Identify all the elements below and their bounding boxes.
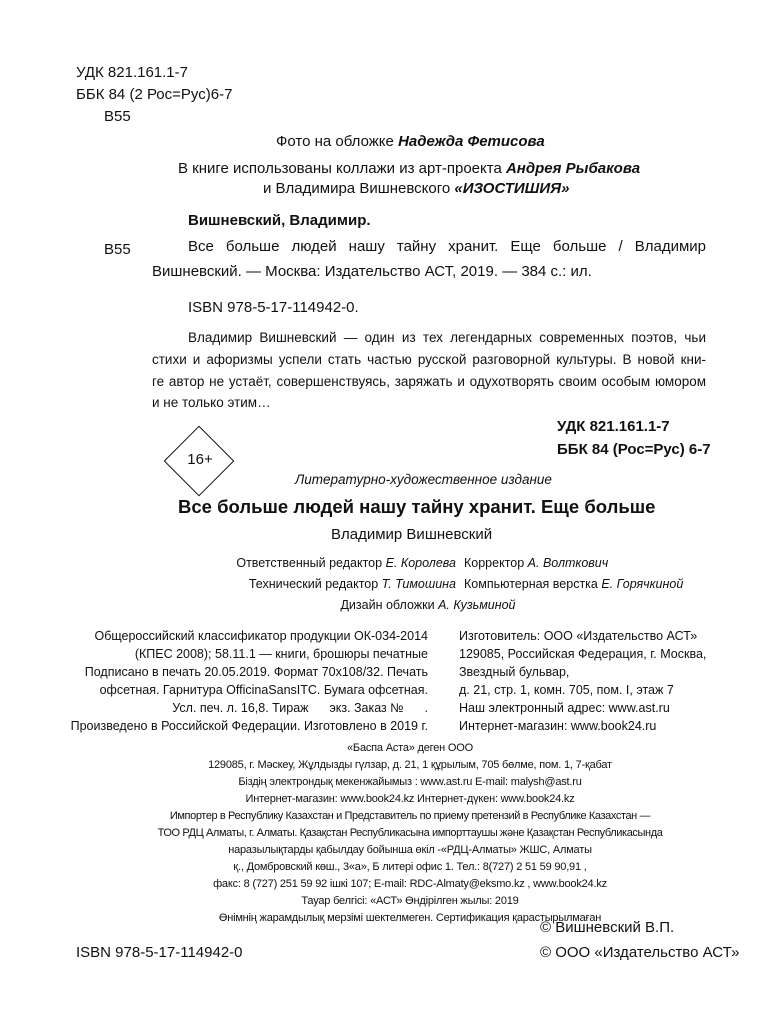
corrector-name: А. Волткович <box>527 556 609 570</box>
editor-credit <box>90 555 456 571</box>
editor-name: Е. Королева <box>385 556 456 570</box>
kz-info-line: Импортер в Республику Казахстан и Представитель по приему претензий в Республике Казахстан — <box>169 810 651 822</box>
udk-bottom: УДК 821.161.1-7 <box>557 418 670 435</box>
cover-design-name: А. Кузьминой <box>438 598 516 612</box>
cover-design-label: Дизайн обложки <box>340 598 435 612</box>
annotation-line-4: и не только этим… <box>152 395 271 410</box>
annotation-line-3: ге автор не устаёт, совершенствуясь, заряжать и одухотворять своим особым юмором <box>152 374 706 389</box>
biblio-line-1: Все больше людей нашу тайну хранит. Еще больше / Владимир <box>188 238 706 255</box>
collage-project: «ИЗОСТИШИЯ» <box>454 180 570 197</box>
publisher-info-line: Изготовитель: ООО «Издательство АСТ» <box>459 629 698 643</box>
isbn-mid: ISBN 978-5-17-114942-0. <box>188 299 359 316</box>
kz-info-line: Интернет-магазин: www.book24.kz Интернет-дүкен: www.book24.kz <box>245 793 575 805</box>
author-code-mid: В55 <box>104 241 131 258</box>
kz-info-line: «Баспа Аста» деген ООО <box>347 742 473 754</box>
kz-info-line: Тауар белгісі: «АСТ» Өндірілген жылы: 2019 <box>301 895 519 907</box>
annotation-line-2: стихи и афоризмы успели стать частью русской разговорной культуры. В новой кни- <box>152 352 706 367</box>
collage-and: и Владимира Вишневского <box>263 180 451 197</box>
print-info-line: Общероссийский классификатор продукции ОК-034-2014 <box>94 629 428 643</box>
biblio-line-2: Вишневский. — Москва: Издательство АСТ, 2019. — 384 с.: ил. <box>152 263 592 280</box>
isbn-bottom: ISBN 978-5-17-114942-0 <box>76 944 243 961</box>
kz-info-line: наразылықтарды қабылдау бойынша өкіл -«РДЦ-Алматы» ЖШС, Алматы <box>228 844 592 856</box>
cover-photo-label: Фото на обложке <box>276 133 394 150</box>
copyright-publisher: © ООО «Издательство АСТ» <box>540 944 740 961</box>
publisher-info-line: д. 21, стр. 1, комн. 705, пом. I, этаж 7 <box>459 683 674 697</box>
cover-photo-name: Надежда Фетисова <box>398 133 545 150</box>
collage-credit-2 <box>263 180 569 198</box>
corrector-credit <box>464 555 608 571</box>
publisher-info-line: 129085, Российская Федерация, г. Москва, <box>459 647 707 661</box>
print-info-line: Произведено в Российской Федерации. Изготовлено в 2019 г. <box>70 719 428 733</box>
corrector-label: Корректор <box>464 556 525 570</box>
edition-type: Литературно-художественное издание <box>295 472 552 487</box>
kz-info-line: қ., Домбровский көш., 3«а», Б литері офис 1. Тел.: 8(727) 2 51 59 90,91 , <box>233 861 587 873</box>
editor-label: Ответственный редактор <box>236 556 383 570</box>
collage-artist: Андрея Рыбакова <box>505 160 641 177</box>
layout-name: Е. Горячкиной <box>601 577 684 591</box>
print-info-line: (КПЕС 2008); 58.11.1 — книги, брошюры печатные <box>134 647 428 661</box>
bbk-top: ББК 84 (2 Рос=Рус)6-7 <box>76 86 233 103</box>
cover-design-credit <box>268 597 588 613</box>
udk-top: УДК 821.161.1-7 <box>76 64 188 81</box>
kz-info-line: 129085, г. Мәскеу, Жұлдызды гүлзар, д. 21, 1 құрылым, 705 бөлме, пом. 1, 7-қабат <box>208 759 612 771</box>
annotation-line-1: Владимир Вишневский — один из тех легендарных современных поэтов, чьи <box>188 330 706 345</box>
copyright-author: © Вишневский В.П. <box>540 919 675 936</box>
kz-info-line: Өнімнің жарамдылық мерзімі шектелмеген. Сертификация қарастырылмаған <box>218 912 602 924</box>
collage-label: В книге использованы коллажи из арт-проекта <box>178 160 502 177</box>
book-author: Владимир Вишневский <box>331 526 493 543</box>
tech-editor-credit <box>90 576 456 592</box>
kz-info-line: Біздің электрондық мекенжайымыз : www.ast.ru E-mail: malysh@ast.ru <box>238 776 582 788</box>
collage-credit <box>178 160 640 178</box>
publisher-info-line: Наш электронный адрес: www.ast.ru <box>459 701 670 715</box>
bbk-bottom: ББК 84 (Рос=Рус) 6-7 <box>557 441 711 458</box>
layout-label: Компьютерная верстка <box>464 577 598 591</box>
cover-photo-credit <box>276 133 545 151</box>
kz-info-line: ТОО РДЦ Алматы, г. Алматы. Қазақстан Республикасына импорттаушы және Қазақстан Республикасында <box>157 827 663 839</box>
print-info-line: Усл. печ. л. 16,8. Тираж экз. Заказ № . <box>172 701 428 715</box>
tech-editor-label: Технический редактор <box>248 577 379 591</box>
age-rating-label: 16+ <box>187 451 213 468</box>
author-heading: Вишневский, Владимир. <box>188 212 371 229</box>
kz-info-line: факс: 8 (727) 251 59 92 ішкі 107; E-mail: RDC-Almaty@eksmo.kz , www.book24.kz <box>213 878 607 890</box>
layout-credit <box>464 576 683 592</box>
book-title: Все больше людей нашу тайну хранит. Еще больше <box>178 496 656 517</box>
print-info-line: офсетная. Гарнитура OfficinaSansITC. Бумага офсетная. <box>99 683 428 697</box>
print-info-line: Подписано в печать 20.05.2019. Формат 70x108/32. Печать <box>84 665 428 679</box>
author-code-top: В55 <box>104 108 131 125</box>
publisher-info-line: Интернет-магазин: www.book24.ru <box>459 719 657 733</box>
publisher-info-line: Звездный бульвар, <box>459 665 570 679</box>
tech-editor-name: Т. Тимошина <box>381 577 456 591</box>
